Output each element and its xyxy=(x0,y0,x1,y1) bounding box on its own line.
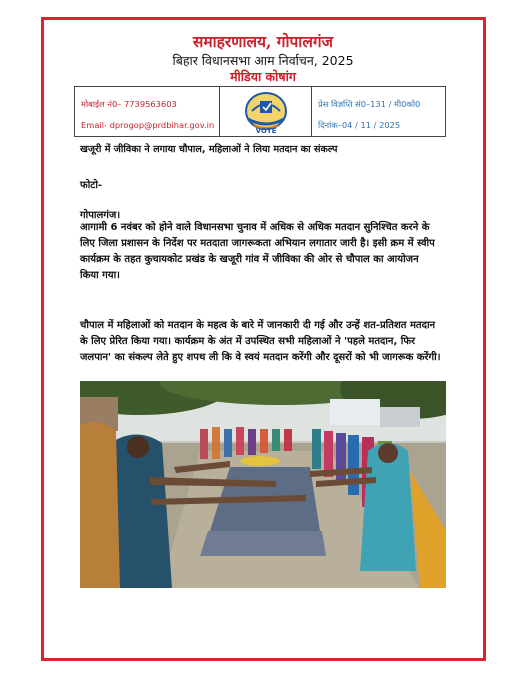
election-subtitle: बिहार विधानसभा आम निर्वाचन, 2025 xyxy=(172,53,354,68)
department-title: मीडिया कोषांग xyxy=(230,69,296,84)
press-release-number: प्रेस विज्ञप्ति सं0–131 / मी0को0 xyxy=(318,99,421,109)
event-photo xyxy=(80,381,446,588)
photo-label: फोटो- xyxy=(80,180,103,191)
release-date: दिनांक–04 / 11 / 2025 xyxy=(318,120,401,130)
paragraph-2-line: चौपाल में महिलाओं को मतदान के महत्व के बारे में जानकारी दी गई और उन्हें शत-प्रतिशत मतदान xyxy=(80,320,436,331)
dateline-place: गोपालगंज। xyxy=(80,210,121,221)
contact-cell xyxy=(75,87,220,136)
office-title: समाहरणालय, गोपालगंज xyxy=(192,32,334,51)
paragraph-1-line: कार्यक्रम के तहत कुचायकोट प्रखंड के खजूरी गांव में जीविका की ओर से चौपाल का आयोजन xyxy=(80,254,419,265)
email-address: Email- dprogop@prdbihar.gov.in xyxy=(81,120,215,130)
paragraph-2-line: जलपान' का संकल्प लेते हुए शपथ ली कि वे स्वयं मतदान करेंगी और दूसरों को भी जागरूक करेंगी। xyxy=(80,352,441,363)
logo-caption: VOTE xyxy=(255,127,277,135)
paragraph-2-line: के लिए प्रेरित किया गया। कार्यक्रम के अंत में उपस्थित सभी महिलाओं ने 'पहले मतदान, फिर xyxy=(80,336,416,347)
logo-cell xyxy=(220,87,312,136)
press-cell xyxy=(312,87,445,136)
paragraph-1-line: लिए जिला प्रशासन के निर्देश पर मतदाता जागरूकता अभियान लगातार जारी है। इसी क्रम में स्वीप xyxy=(80,238,435,249)
event-photo-illustration xyxy=(80,381,446,588)
paragraph-2 xyxy=(80,318,450,366)
election-vote-logo xyxy=(234,89,298,135)
paragraph-1-line: किया गया। xyxy=(80,270,120,281)
info-box xyxy=(74,86,446,137)
paragraph-1 xyxy=(80,220,450,284)
article-headline: खजूरी में जीविका ने लगाया चौपाल, महिलाओं ने लिया मतदान का संकल्प xyxy=(80,144,338,155)
paragraph-1-line: आगामी 6 नवंबर को होने वाले विधानसभा चुनाव में अधिक से अधिक मतदान सुनिश्चित करने के xyxy=(80,222,430,233)
mobile-number: मोबाईल नं0– 7739563603 xyxy=(81,99,177,109)
